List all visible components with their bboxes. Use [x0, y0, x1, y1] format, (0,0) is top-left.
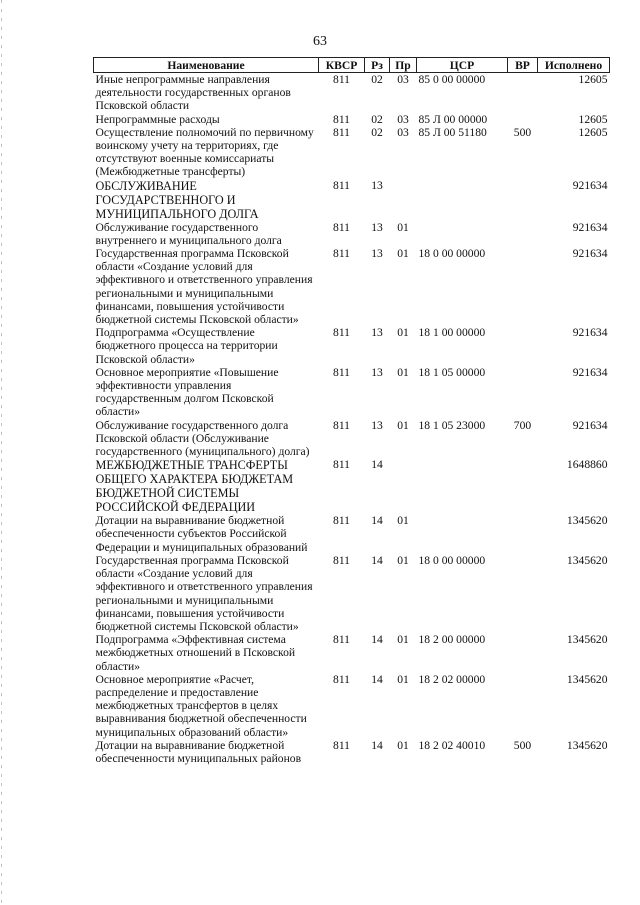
row-csr: [417, 179, 508, 221]
table-row: [94, 179, 610, 221]
row-executed-amount: 12605: [578, 112, 608, 126]
row-pr: 01: [397, 220, 409, 234]
row-vr: [508, 113, 538, 126]
row-name: Основное мероприятие «Повышение эффективности управления государственным долгом Псковской области»: [95, 365, 279, 419]
row-kvsr: 811: [333, 738, 350, 752]
row-executed-amount: 1345620: [566, 514, 608, 528]
row-csr: 18 1 00 00000: [418, 326, 486, 340]
row-rz: 14: [371, 633, 383, 647]
table-row: [94, 221, 610, 247]
row-csr: 18 2 02 00000: [418, 672, 486, 686]
budget-table: [93, 57, 610, 765]
row-vr: [508, 673, 538, 739]
table-row: [94, 126, 610, 179]
row-executed-amount: 1345620: [566, 553, 608, 567]
row-name: Обслуживание государственного внутреннего и муниципального долга: [95, 220, 282, 247]
row-kvsr: 811: [333, 553, 350, 567]
row-pr: [390, 458, 417, 514]
row-executed-amount: 921634: [572, 220, 608, 234]
row-csr: 18 2 00 00000: [418, 633, 486, 647]
header-csr: ЦСР: [417, 58, 508, 73]
row-csr: 18 2 02 40010: [418, 738, 486, 752]
table-row: [94, 458, 610, 514]
row-name: Подпрограмма «Эффективная система межбюджетных отношений в Псковской области»: [95, 633, 296, 673]
row-kvsr: 811: [333, 326, 350, 340]
row-kvsr: 811: [333, 514, 350, 528]
page-number: 63: [313, 34, 327, 49]
header-executed: Исполнено: [538, 58, 610, 73]
row-name: Государственная программа Псковской области «Создание условий для эффективного и ответственного управления региональными и муниципальными финансами, повышения устойчивости бюджетной системы Псковской области»: [95, 553, 313, 633]
row-pr: 01: [397, 672, 409, 686]
header-vr: ВР: [508, 58, 538, 73]
table-row: [94, 633, 610, 673]
row-name: МЕЖБЮДЖЕТНЫЕ ТРАНСФЕРТЫ ОБЩЕГО ХАРАКТЕРА БЮДЖЕТАМ БЮДЖЕТНОЙ СИСТЕМЫ РОССИЙСКОЙ ФЕДЕРАЦИИ: [95, 458, 294, 515]
row-vr: [508, 247, 538, 326]
table-row: [94, 247, 610, 326]
row-csr: 18 0 00 00000: [418, 553, 486, 567]
row-rz: 13: [371, 178, 383, 192]
table-body: [94, 73, 610, 766]
table-row: [94, 419, 610, 459]
table-row: [94, 113, 610, 126]
row-executed-amount: 921634: [572, 247, 608, 261]
row-vr: [508, 326, 538, 366]
table-row: [94, 514, 610, 554]
scan-edge-line: [1, 0, 2, 905]
row-executed-amount: 921634: [572, 365, 608, 379]
row-vr: [508, 221, 538, 247]
row-executed-amount: 12605: [578, 73, 608, 86]
table-row: [94, 673, 610, 739]
row-rz: 13: [371, 220, 383, 234]
row-executed-amount: 1345620: [566, 672, 608, 686]
row-executed-amount: 921634: [572, 178, 608, 192]
table-row: [94, 326, 610, 366]
row-name: ОБСЛУЖИВАНИЕ ГОСУДАРСТВЕННОГО И МУНИЦИПАЛЬНОГО ДОЛГА: [95, 178, 259, 221]
row-pr: 01: [397, 633, 409, 647]
row-kvsr: 811: [333, 220, 350, 234]
row-csr: 85 Л 00 51180: [418, 125, 487, 139]
row-pr: 01: [397, 365, 409, 379]
row-vr: [508, 73, 538, 113]
table-row: [94, 366, 610, 419]
table-row: [94, 739, 610, 765]
row-name: Осуществление полномочий по первичному воинскому учету на территориях, где отсутствуют военные комиссариаты (Межбюджетные трансферты): [95, 125, 314, 179]
row-kvsr: 811: [333, 458, 350, 472]
row-vr: 500: [513, 738, 532, 752]
row-kvsr: 811: [333, 365, 350, 379]
row-pr: 01: [397, 326, 409, 340]
table-row: [94, 73, 610, 113]
row-pr: 03: [397, 112, 409, 126]
row-name: Дотации на выравнивание бюджетной обеспеченности муниципальных районов: [95, 738, 302, 765]
row-kvsr: 811: [333, 247, 350, 261]
row-name: Обслуживание государственного долга Псковской области (Обслуживание государственного (муниципального) долга): [95, 418, 310, 459]
header-name: Наименование: [94, 58, 319, 73]
row-kvsr: 811: [333, 672, 350, 686]
row-vr: 500: [513, 125, 532, 139]
row-rz: 02: [371, 73, 383, 86]
row-rz: 02: [371, 125, 383, 139]
row-executed-amount: 921634: [572, 418, 608, 432]
row-vr: [508, 179, 538, 221]
row-rz: 14: [371, 738, 383, 752]
row-rz: 14: [371, 672, 383, 686]
header-rz: Рз: [365, 58, 390, 73]
table-header-row: [94, 58, 610, 73]
row-name: Иные непрограммные направления деятельности государственных органов Псковской области: [95, 73, 291, 113]
row-kvsr: 811: [333, 73, 350, 86]
row-name: Дотации на выравнивание бюджетной обеспеченности субъектов Российской Федерации и муниципальных образований: [95, 514, 308, 554]
row-rz: 13: [371, 365, 383, 379]
row-csr: [417, 458, 508, 514]
row-executed-amount: 1345620: [566, 633, 608, 647]
row-pr: 03: [397, 73, 409, 86]
row-rz: 13: [371, 247, 383, 261]
row-name: Подпрограмма «Осуществление бюджетного процесса на территории Псковской области»: [95, 326, 278, 366]
row-vr: [508, 458, 538, 514]
row-pr: 01: [397, 514, 409, 528]
header-kvsr: КВСР: [319, 58, 365, 73]
row-rz: 14: [371, 514, 383, 528]
row-rz: 14: [371, 458, 383, 472]
row-pr: 01: [397, 247, 409, 261]
row-rz: 13: [371, 418, 383, 432]
row-kvsr: 811: [333, 112, 350, 126]
row-vr: 700: [513, 418, 532, 432]
row-csr: 85 0 00 00000: [418, 73, 486, 86]
row-rz: 14: [371, 553, 383, 567]
row-pr: 03: [397, 125, 409, 139]
table-row: [94, 554, 610, 633]
row-pr: 01: [397, 738, 409, 752]
row-name: Основное мероприятие «Расчет, распределение и предоставление межбюджетных трансфертов в целях выравнивания бюджетной обеспеченности муниципальных образований области»: [95, 672, 307, 739]
row-name: Государственная программа Псковской области «Создание условий для эффективного и ответственного управления региональными и муниципальными финансами, повышения устойчивости бюджетной системы Псковской области»: [95, 247, 313, 327]
row-pr: 01: [397, 553, 409, 567]
row-executed-amount: 1648860: [566, 458, 608, 472]
row-vr: [508, 514, 538, 554]
row-executed-amount: 1345620: [566, 738, 608, 752]
row-csr: 18 1 05 23000: [418, 418, 486, 432]
row-name: Непрограммные расходы: [95, 112, 220, 126]
row-csr: [417, 221, 508, 247]
row-executed-amount: 12605: [578, 125, 608, 139]
row-csr: 85 Л 00 00000: [418, 112, 488, 126]
row-kvsr: 811: [333, 633, 350, 647]
row-kvsr: 811: [333, 125, 350, 139]
row-kvsr: 811: [333, 178, 350, 192]
row-vr: [508, 554, 538, 633]
header-pr: Пр: [390, 58, 417, 73]
row-vr: [508, 633, 538, 673]
row-vr: [508, 366, 538, 419]
row-pr: 01: [397, 418, 409, 432]
row-csr: [417, 514, 508, 554]
row-rz: 13: [371, 326, 383, 340]
row-csr: 18 1 05 00000: [418, 365, 486, 379]
row-rz: 02: [371, 112, 383, 126]
row-csr: 18 0 00 00000: [418, 247, 486, 261]
row-kvsr: 811: [333, 418, 350, 432]
row-executed-amount: 921634: [572, 326, 608, 340]
row-pr: [390, 179, 417, 221]
